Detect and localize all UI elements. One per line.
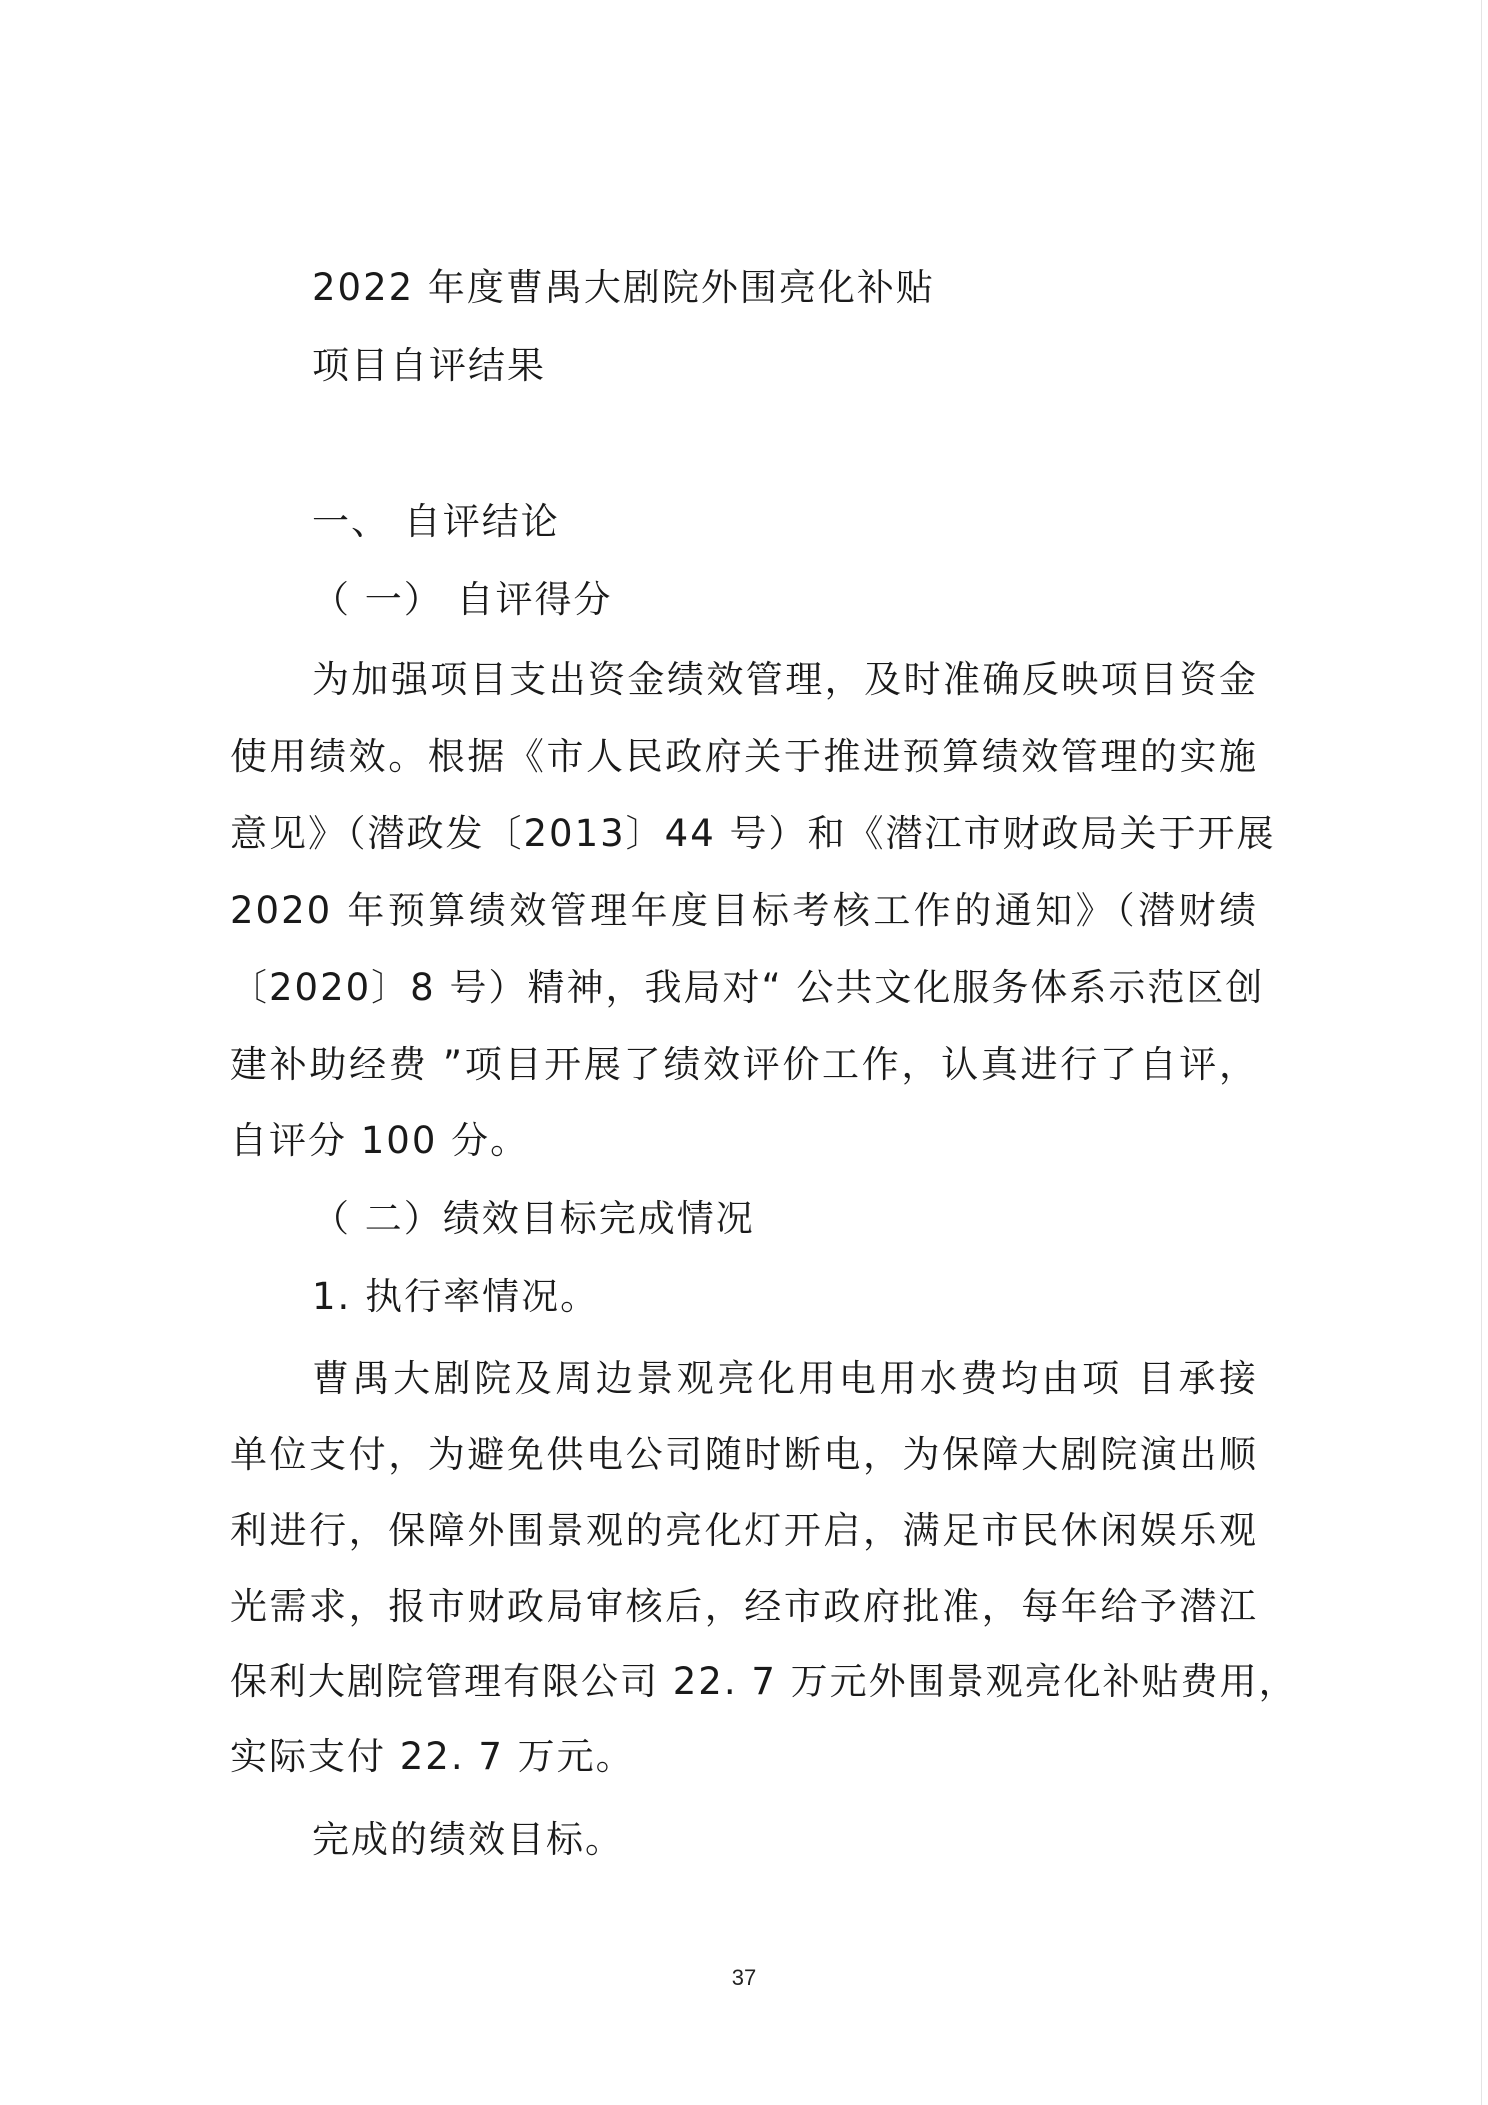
page-edge-divider xyxy=(1481,0,1482,2105)
para2-line: 利进行，保障外围景观的亮化灯开启，满足市民休闲娱乐观 xyxy=(230,1509,1258,1552)
para2-line: 光需求，报市财政局审核后，经市政府批准，每年给予潜江 xyxy=(230,1585,1258,1628)
para1-line: 意见》（潜政发〔2013〕44 号）和《潜江市财政局关于开展 xyxy=(230,812,1276,855)
subsection-heading-1: （ 一） 自评得分 xyxy=(312,578,613,621)
section-heading-1: 一、 自评结论 xyxy=(312,500,560,543)
para2-line: 单位支付，为避免供电公司随时断电，为保障大剧院演出顺 xyxy=(230,1433,1258,1476)
doc-title-line2: 项目自评结果 xyxy=(312,344,546,387)
para1-line: 2020 年预算绩效管理年度目标考核工作的通知》（潜财绩 xyxy=(230,889,1258,932)
para2-line: 曹禺大剧院及周边景观亮化用电用水费均由项 目承接 xyxy=(312,1357,1258,1400)
para1-line: 为加强项目支出资金绩效管理，及时准确反映项目资金 xyxy=(312,658,1258,701)
subsection-heading-2: （ 二）绩效目标完成情况 xyxy=(312,1197,755,1240)
para1-line: 使用绩效。根据《市人民政府关于推进预算绩效管理的实施 xyxy=(230,735,1258,778)
para2-line: 保利大剧院管理有限公司 22. 7 万元外围景观亮化补贴费用， xyxy=(230,1660,1298,1703)
para3-line: 完成的绩效目标。 xyxy=(312,1818,624,1861)
para1-line: 自评分 100 分。 xyxy=(230,1119,530,1162)
list-item-1: 1. 执行率情况。 xyxy=(312,1275,600,1318)
page-number: 37 xyxy=(731,1965,757,1990)
para1-line: 〔2020〕8 号）精神，我局对“ 公共文化服务体系示范区创 xyxy=(230,966,1265,1009)
para2-line: 实际支付 22. 7 万元。 xyxy=(230,1735,635,1778)
para1-line: 建补助经费 ”项目开展了绩效评价工作，认真进行了自评， xyxy=(230,1043,1258,1086)
doc-title-line1: 2022 年度曹禺大剧院外围亮化补贴 xyxy=(312,266,935,309)
